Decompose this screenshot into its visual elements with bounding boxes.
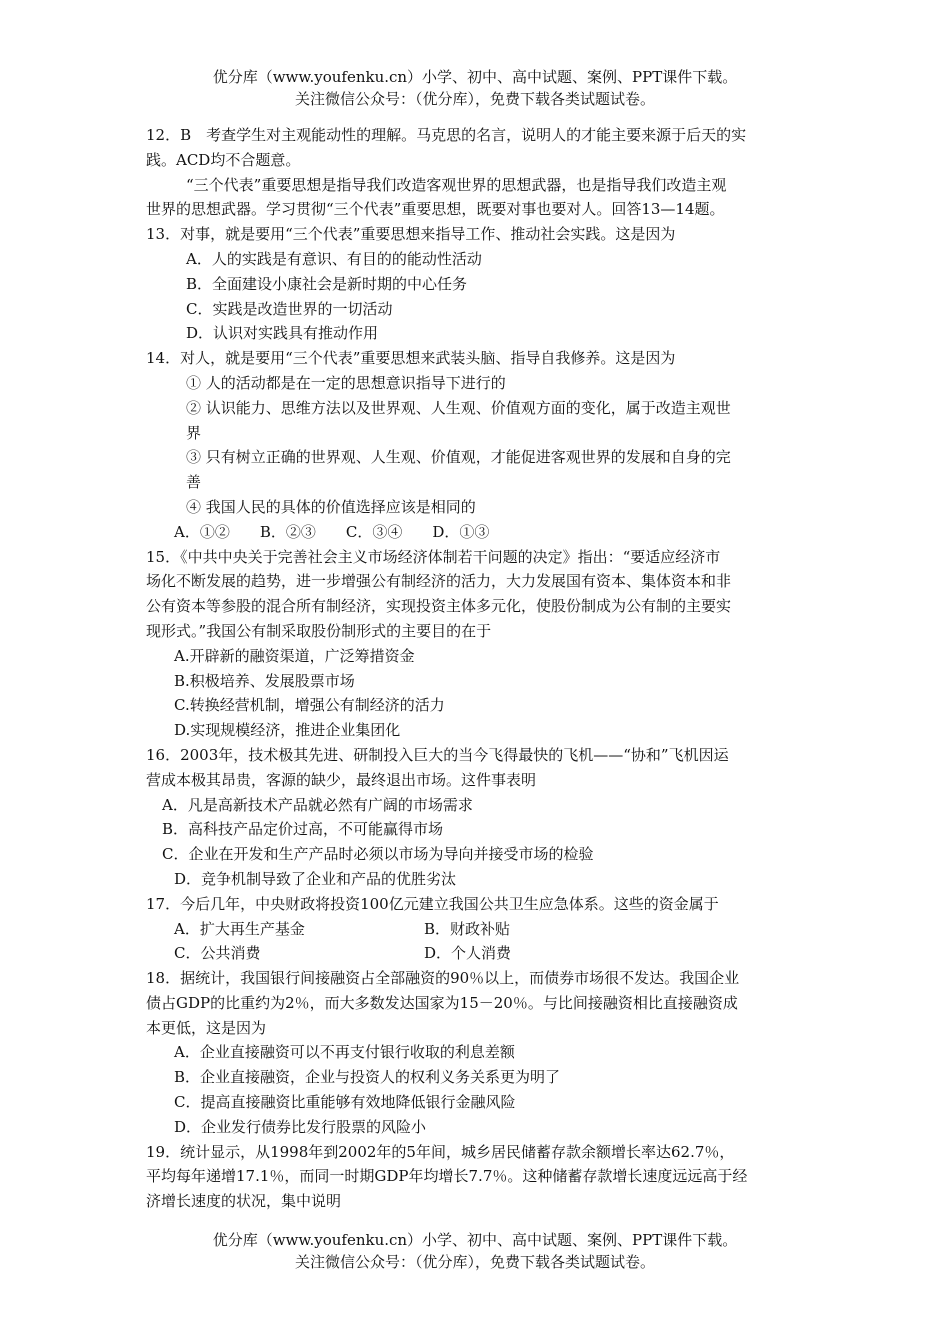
q14-item-2-cont: 界: [186, 423, 202, 442]
q19-stem-3: 济增长速度的状况，集中说明: [146, 1192, 342, 1211]
q15-stem-3: 公有资本等参股的混合所有制经济，实现投资主体多元化，使股份制成为公有制的主要实: [146, 597, 732, 616]
q18-stem-3: 本更低，这是因为: [146, 1018, 267, 1037]
page-header: [0, 66, 950, 110]
q17-option-a: A．扩大再生产基金: [174, 919, 305, 938]
q15-option-d: D.实现规模经济，推进企业集团化: [174, 721, 401, 740]
q17-option-c: C．公共消费: [174, 944, 261, 963]
q14-item-1: ① 人的活动都是在一定的思想意识指导下进行的: [186, 373, 506, 392]
q13-stem: 13．对事，就是要用“三个代表”重要思想来指导工作、推动社会实践。这是因为: [146, 225, 676, 244]
q15-option-a: A.开辟新的融资渠道，广泛筹措资金: [174, 646, 415, 665]
q13-option-d: D．认识对实践具有推动作用: [186, 324, 379, 343]
header-line-1: 优分库（www.youfenku.cn）小学、初中、高中试题、案例、PPT课件下载。: [212, 68, 738, 86]
q15-stem-2: 场化不断发展的趋势，进一步增强公有制经济的活力，大力发展国有资本、集体资本和非: [146, 572, 732, 591]
q18-option-a: A．企业直接融资可以不再支付银行收取的利息差额: [174, 1043, 515, 1062]
q16-option-d: D．竞争机制导致了企业和产品的优胜劣汰: [174, 869, 457, 888]
footer-line-2: 关注微信公众号：（优分库），免费下载各类试题试卷。: [294, 1253, 655, 1271]
header-line-2: 关注微信公众号：（优分库），免费下载各类试题试卷。: [294, 90, 655, 108]
q14-stem: 14．对人，就是要用“三个代表”重要思想来武装头脑、指导自我修养。这是因为: [146, 349, 676, 368]
q19-stem-2: 平均每年递增17.1％，而同一时期GDP年均增长7.7％。这种储蓄存款增长速度远远高于经: [146, 1167, 748, 1186]
q15-stem-1: 15．《中共中央关于完善社会主义市场经济体制若干问题的决定》指出：“要适应经济市: [146, 547, 721, 566]
q17-options-row-1: [146, 917, 810, 942]
q16-option-c: C．企业在开发和生产产品时必须以市场为导向并接受市场的检验: [162, 845, 594, 864]
page-footer: [0, 1229, 950, 1273]
document-body: [146, 123, 810, 1214]
footer-line-1: 优分库（www.youfenku.cn）小学、初中、高中试题、案例、PPT课件下载。: [212, 1231, 738, 1249]
q19-stem-1: 19．统计显示，从1998年到2002年的5年间，城乡居民储蓄存款余额增长率达62.7％，: [146, 1142, 735, 1161]
q17-stem: 17．今后几年，中央财政将投资100亿元建立我国公共卫生应急体系。这些的资金属于: [146, 894, 719, 913]
q18-option-d: D．企业发行债券比发行股票的风险小: [174, 1117, 427, 1136]
q12-line-1: 12．B 考查学生对主观能动性的理解。马克思的名言，说明人的才能主要来源于后天的实: [146, 126, 747, 144]
q14-item-3-cont: 善: [186, 473, 202, 492]
q17-option-b: B．财政补贴: [424, 919, 511, 938]
q14-item-4: ④ 我国人民的具体的价值选择应该是相同的: [186, 497, 476, 516]
q17-options-row-2: [146, 941, 810, 966]
q15-option-b: B.积极培养、发展股票市场: [174, 671, 355, 690]
q13-option-a: A．人的实践是有意识、有目的的能动性活动: [186, 249, 482, 268]
q14-item-2: ② 认识能力、思维方法以及世界观、人生观、价值观方面的变化，属于改造主观世: [186, 398, 731, 417]
q14-item-3: ③ 只有树立正确的世界观、人生观、价值观，才能促进客观世界的发展和自身的完: [186, 448, 731, 467]
q16-stem-1: 16．2003年，技术极其先进、研制投入巨大的当今飞得最快的飞机——“协和”飞机因运: [146, 745, 729, 764]
q16-option-b: B．高科技产品定价过高，不可能赢得市场: [162, 820, 444, 839]
q14-options: A．①② B．②③ C．③④ D．①③: [174, 522, 490, 541]
q18-option-c: C．提高直接融资比重能够有效地降低银行金融风险: [174, 1093, 516, 1112]
q13-option-c: C．实践是改造世界的一切活动: [186, 299, 393, 318]
intro-line-1: “三个代表”重要思想是指导我们改造客观世界的思想武器，也是指导我们改造主观: [186, 175, 727, 194]
q15-option-c: C.转换经营机制，增强公有制经济的活力: [174, 696, 445, 715]
q18-stem-2: 债占GDP的比重约为2％，而大多数发达国家为15－20％。与比间接融资相比直接融资成: [146, 993, 738, 1012]
q15-stem-4: 现形式。”我国公有制采取股份制形式的主要目的在于: [146, 621, 492, 640]
q18-stem-1: 18．据统计，我国银行间接融资占全部融资的90％以上，而债券市场很不发达。我国企业: [146, 969, 740, 988]
q17-option-d: D．个人消费: [424, 944, 512, 963]
q18-option-b: B．企业直接融资，企业与投资人的权利义务关系更为明了: [174, 1068, 561, 1087]
q13-option-b: B．全面建设小康社会是新时期的中心任务: [186, 274, 468, 293]
q16-stem-2: 营成本极其昂贵，客源的缺少，最终退出市场。这件事表明: [146, 770, 537, 789]
intro-line-2: 世界的思想武器。学习贯彻“三个代表”重要思想，既要对事也要对人。回答13—14题。: [146, 200, 725, 219]
q12-line-2: 践。ACD均不合题意。: [146, 150, 301, 169]
q16-option-a: A．凡是高新技术产品就必然有广阔的市场需求: [162, 795, 473, 814]
